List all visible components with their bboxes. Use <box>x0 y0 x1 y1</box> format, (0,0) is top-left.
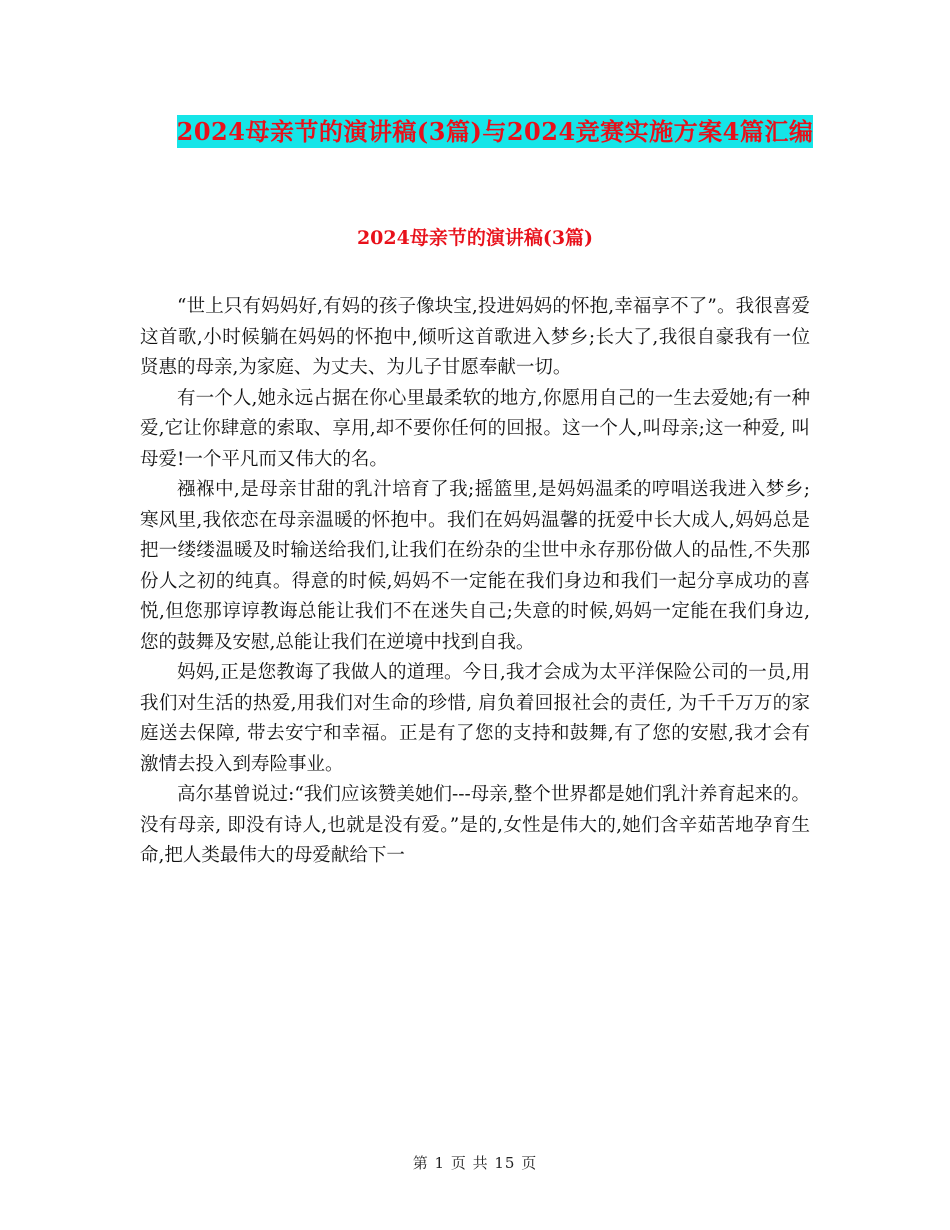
paragraph: “世上只有妈妈好,有妈的孩子像块宝,投进妈妈的怀抱,幸福享不了”。我很喜爱这首歌,小时候躺在妈妈的怀抱中,倾听这首歌进入梦乡;长大了,我很自豪我有一位贤惠的母亲,为家庭、为丈夫、为儿子甘愿奉献一切。 <box>140 296 810 378</box>
document-title <box>150 108 840 156</box>
paragraph: 高尔基曾说过:“我们应该赞美她们---母亲,整个世界都是她们乳汁养育起来的。没有母亲, 即没有诗人,也就是没有爱。”是的,女性是伟大的,她们含辛茹苦地孕育生命,把人类最伟大的母爱献给下一 <box>140 784 810 866</box>
document-title-text: 2024母亲节的演讲稿(3篇)与2024竞赛实施方案4篇汇编 <box>176 117 814 146</box>
page-footer: 第 1 页 共 15 页 <box>412 1154 538 1172</box>
paragraph: 襁褓中,是母亲甘甜的乳汁培育了我;摇篮里,是妈妈温柔的哼唱送我进入梦乡;寒风里,我依恋在母亲温暖的怀抱中。我们在妈妈温馨的抚爱中长大成人,妈妈总是把一缕缕温暖及时输送给我们,让我们在纷杂的尘世中永存那份做人的品性,不失那份人之初的纯真。得意的时候,妈妈不一定能在我们身边和我们一起分享成功的喜悦,但您那谆谆教诲总能让我们不在迷失自己;失意的时候,妈妈一定能在我们身边,您的鼓舞及安慰,总能让我们在逆境中找到自我。 <box>140 479 810 653</box>
paragraph: 有一个人,她永远占据在你心里最柔软的地方,你愿用自己的一生去爱她;有一种爱,它让你肆意的索取、享用,却不要你任何的回报。这一个人,叫母亲;这一种爱, 叫母爱!一个平凡而又伟大的名。 <box>140 387 810 470</box>
section-title: 2024母亲节的演讲稿(3篇) <box>356 227 594 249</box>
body-text <box>140 292 810 872</box>
paragraph: 妈妈,正是您教诲了我做人的道理。今日,我才会成为太平洋保险公司的一员,用我们对生活的热爱,用我们对生命的珍惜, 肩负着回报社会的责任, 为千千万万的家庭送去保障, 带去安宁和幸福。正是有了您的支持和鼓舞,有了您的安慰,我才会有激情去投入到寿险事业。 <box>140 662 810 775</box>
